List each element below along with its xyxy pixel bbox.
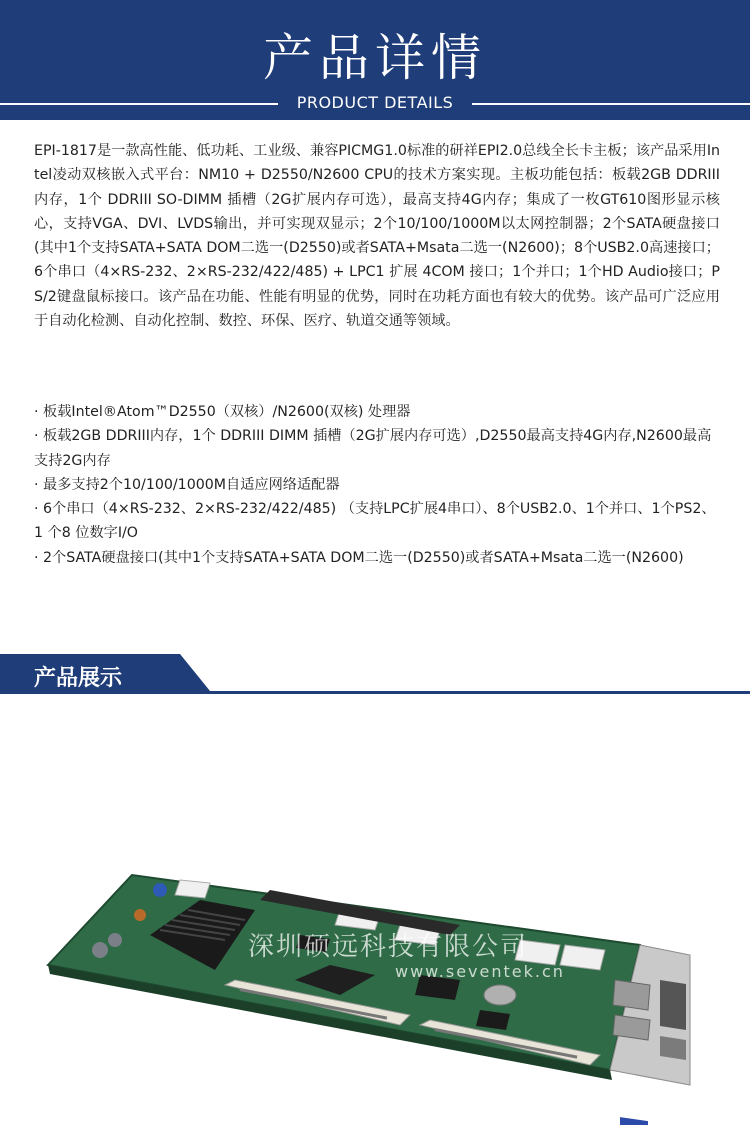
watermark-url: www.seventek.cn <box>395 962 565 981</box>
page-subtitle: PRODUCT DETAILS <box>296 93 454 112</box>
product-intro-paragraph: EPI-1817是一款高性能、低功耗、工业级、兼容PICMG1.0标准的研祥EPI2.0总线全长卡主板；该产品采用Intel凌动双核嵌入式平台：NM10 + D2550/N2600 CPU的技术方案实现。主板功能包括：板载2GB DDRIII内存，1个 DDRIII SO-DIMM 插槽（2G扩展内存可选），最高支持4G内存；集成了一枚GT610图形显示核心，支持VGA、DVI、LVDS输出，并可实现双显示；2个10/100/1000M以太网控制器；2个SATA硬盘接口(其中1个支持SATA+SATA DOM二选一(D2550)或者SATA+Msata二选一(N2600)；8个USB2.0高速接口； 6个串口（4×RS-232、2×RS-232/422/485) + LPC1 扩展 4COM 接口；1个并口；1个HD Audio接口；PS/2键盘鼠标接口。该产品在功能、性能有明显的优势，同时在功耗方面也有较大的优势。该产品可广泛应用于自动化检测、自动化控制、数控、环保、医疗、轨道交通等领域。 <box>34 143 720 330</box>
page-title: 产品详情 <box>263 29 487 87</box>
page-header <box>0 0 750 120</box>
watermark-text: 深圳硕远科技有限公司 <box>248 932 529 962</box>
feature-item: · 6个串口（4×RS-232、2×RS-232/422/485) （支持LPC扩展4串口）、8个USB2.0、1个并口、1个PS2、1 个8 位数字I/O <box>34 501 716 542</box>
feature-item: · 2个SATA硬盘接口(其中1个支持SATA+SATA DOM二选一(D2550)或者SATA+Msata二选一(N2600) <box>34 549 684 566</box>
feature-item: · 板载Intel®Atom™D2550（双核）/N2600(双核) 处理器 <box>34 404 411 420</box>
section-label-slant <box>170 654 210 694</box>
feature-list <box>34 400 720 570</box>
feature-item: · 板载2GB DDRIII内存，1个 DDRIII DIMM 插槽（2G扩展内存可选）,D2550最高支持4G内存,N2600最高支持2G内存 <box>34 428 712 469</box>
feature-item: · 最多支持2个10/100/1000M自适应网络适配器 <box>34 476 340 493</box>
section-label: 产品展示 <box>34 666 123 691</box>
section-header-product-display <box>0 654 750 694</box>
product-image-area <box>0 740 750 1125</box>
